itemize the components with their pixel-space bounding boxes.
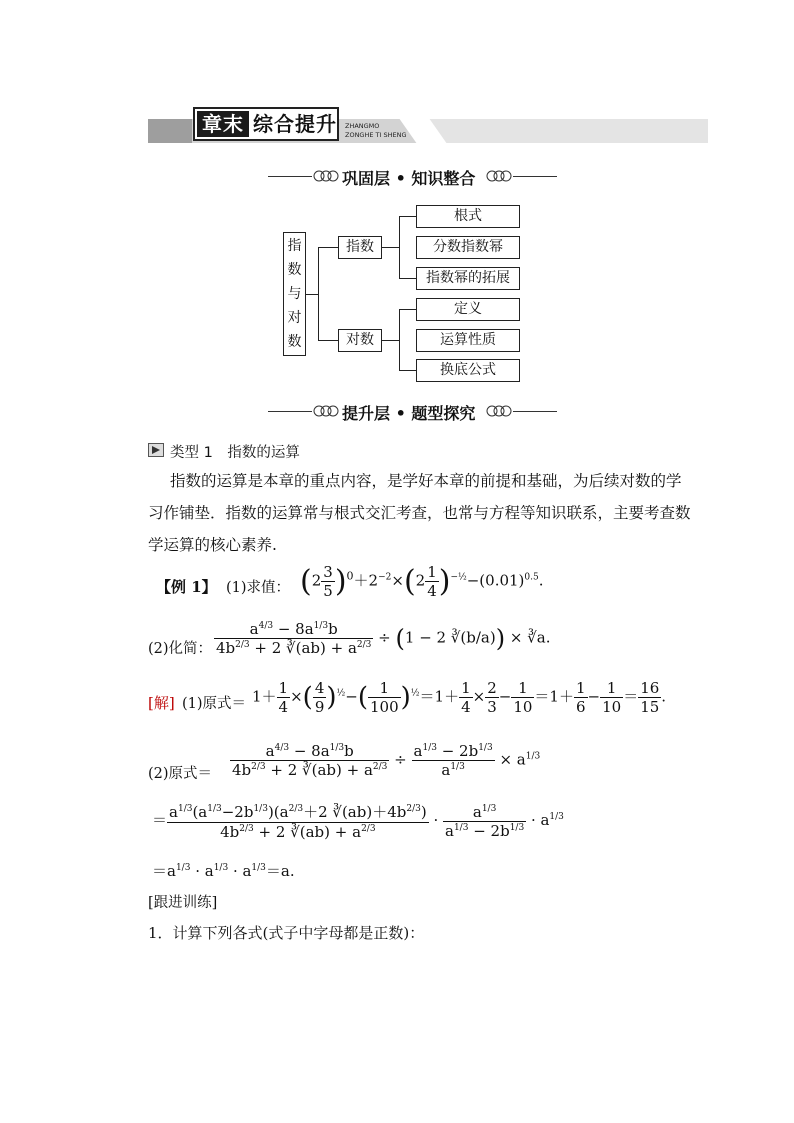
- s2-formula-line2: ＝ $\frac{a^{1/3}(a^{1/3}-2b^{1/3})(a^{2/3}+2 ∛(ab)+4b^{2/3})}{4b^{2/3} + 2 ∛(ab) + a^{2/3}}$ · $\frac{a^{1/3}}{a^{1/3} - 2b^{1/3}}$ · $a^{1/3}$: [152, 802, 564, 841]
- play-triangle-icon: [148, 443, 164, 457]
- mindmap-leaf: 运算性质: [416, 329, 520, 352]
- s1-formula: 1＋ $\frac{1}{4}$ ×( $\frac{4}{9}$ )$^{\frac{1}{2}}$−( $\frac{1}{100}$ )$^{\frac{1}{2}}$＝1＋ $\frac{1}{4}$ × $\frac{2}{3}$ − $\frac{1}{10}$ ＝1＋ $\frac{1}{6}$ − $\frac{1}{10}$ ＝ $\frac{16}{15}$ .: [252, 679, 667, 716]
- mindmap-branch-exp: 指数: [338, 236, 382, 259]
- s2-formula-line3: $=a^{1/3} \cdot a^{1/3} \cdot a^{1/3}=a$.: [152, 862, 295, 880]
- intro-line-3: 学运算的核心素养.: [148, 536, 277, 554]
- header-label-chapter-end: 章末: [197, 111, 249, 137]
- mindmap-leaf: 根式: [416, 205, 520, 228]
- connector: [382, 340, 399, 341]
- connector: [399, 309, 416, 310]
- q1-label: (1)求值：: [226, 580, 291, 596]
- s1-label: (1)原式＝: [182, 696, 247, 712]
- header-band-light: [420, 119, 708, 143]
- section2-line-right: [513, 411, 557, 412]
- connector: [306, 294, 318, 295]
- connector: [399, 278, 416, 279]
- header-label-summary: 综合提升: [253, 112, 337, 136]
- solution-tag: [解]: [148, 694, 175, 712]
- mindmap-leaf: 指数幂的拓展: [416, 267, 520, 290]
- follow-tag: [跟进训练]: [148, 895, 218, 911]
- q2-formula: $\frac{a^{4/3} - 8a^{1/3}b}{4b^{2/3} + 2 ∛(ab) + a^{2/3}}$ ÷ (1 − 2 ∛(b/a)) × ∛a.: [216, 620, 551, 657]
- intro-line-1: 指数的运算是本章的重点内容，是学好本章的前提和基础，为后续对数的学: [170, 472, 682, 490]
- q1-formula: (2 $\frac{3}{5}$ )$^0+2^{-2}\times(2$ $\frac{1}{4}$ )$^{-\frac{1}{2}}-(0.01)^{0.5}$.: [300, 563, 544, 600]
- connector: [318, 340, 338, 341]
- q2-label: (2)化简：: [148, 641, 213, 657]
- connector: [399, 309, 400, 371]
- section1-title: 巩固层 • 知识整合: [342, 169, 476, 188]
- ornament-icon: [312, 169, 340, 183]
- mindmap-leaf: 换底公式: [416, 359, 520, 382]
- connector: [399, 216, 416, 217]
- s2-formula-line1: $\frac{a^{4/3} - 8a^{1/3}b}{4b^{2/3} + 2 ∛(ab) + a^{2/3}}$ ÷ $\frac{a^{1/3} - 2b^{1/3}}{a^{1/3}}$ × $a^{1/3}$: [232, 742, 541, 779]
- connector: [399, 216, 400, 279]
- s2-label: (2)原式＝: [148, 766, 213, 782]
- mindmap-root: 指 数 与 对 数: [283, 232, 306, 356]
- mindmap-branch-log: 对数: [338, 329, 382, 352]
- connector: [399, 370, 416, 371]
- header-pinyin: ZHANGMO ZONGHE TI SHENG: [345, 122, 407, 139]
- section2-title: 提升层 • 题型探究: [342, 404, 476, 423]
- ornament-icon: [485, 404, 513, 418]
- section1-line-left: [268, 176, 312, 177]
- connector: [382, 247, 399, 248]
- mindmap-leaf: 定义: [416, 298, 520, 321]
- ornament-icon: [485, 169, 513, 183]
- mindmap-leaf: 分数指数幂: [416, 236, 520, 259]
- example-tag: 【例 1】: [156, 578, 217, 596]
- header-band-dark: [148, 119, 192, 143]
- follow-item-1: 1．计算下列各式(式子中字母都是正数)：: [148, 924, 425, 942]
- type1-label: 类型 1 指数的运算: [170, 445, 300, 461]
- intro-line-2: 习作铺垫．指数的运算常与根式交汇考查，也常与方程等知识联系，主要考查数: [148, 504, 691, 522]
- ornament-icon: [312, 404, 340, 418]
- section2-line-left: [268, 411, 312, 412]
- section1-line-right: [513, 176, 557, 177]
- connector: [318, 247, 319, 341]
- connector: [318, 247, 338, 248]
